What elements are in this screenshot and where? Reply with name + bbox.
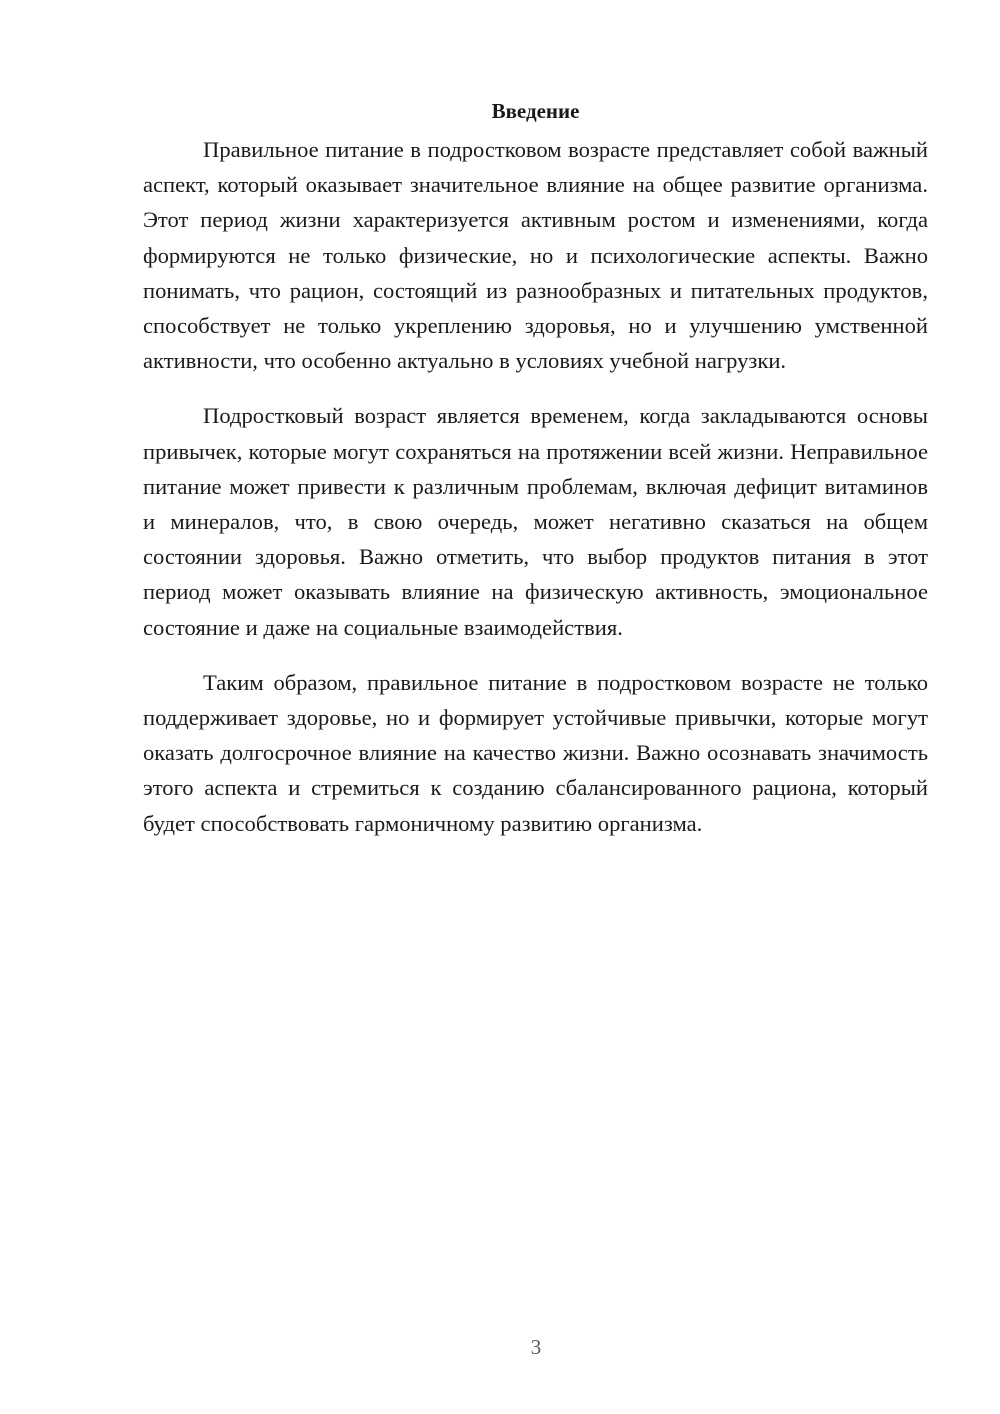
section-heading: Введение — [491, 99, 580, 123]
paragraph-1: Правильное питание в подростковом возрасте представляет собой важный аспект, который оказывает значительное влияние на общее развитие организма. Этот период жизни характеризуется активным ростом и изменениями, когда формируются не только физические, но и психологические аспекты. Важно понимать, что рацион, состоящий из разнообразных и питательных продуктов, способствует не только укреплению здоровья, но и улучшению умственной активности, что особенно актуально в условиях учебной нагрузки. — [143, 137, 928, 374]
page-content — [143, 96, 928, 861]
paragraph-3: Таким образом, правильное питание в подростковом возрасте не только поддерживает здоровье, но и формирует устойчивые привычки, которые могут оказать долгосрочное влияние на качество жизни. Важно осознавать значимость этого аспекта и стремиться к созданию сбалансированного рациона, который будет способствовать гармоничному развитию организма. — [143, 669, 928, 836]
paragraph-2: Подростковый возраст является временем, когда закладываются основы привычек, которые могут сохраняться на протяжении всей жизни. Неправильное питание может привести к различным проблемам, включая дефицит витаминов и минералов, что, в свою очередь, может негативно сказаться на общем состоянии здоровья. Важно отметить, что выбор продуктов питания в этот период может оказывать влияние на физическую активность, эмоциональное состояние и даже на социальные взаимодействия. — [143, 403, 928, 640]
page-number: 3 — [530, 1335, 542, 1359]
